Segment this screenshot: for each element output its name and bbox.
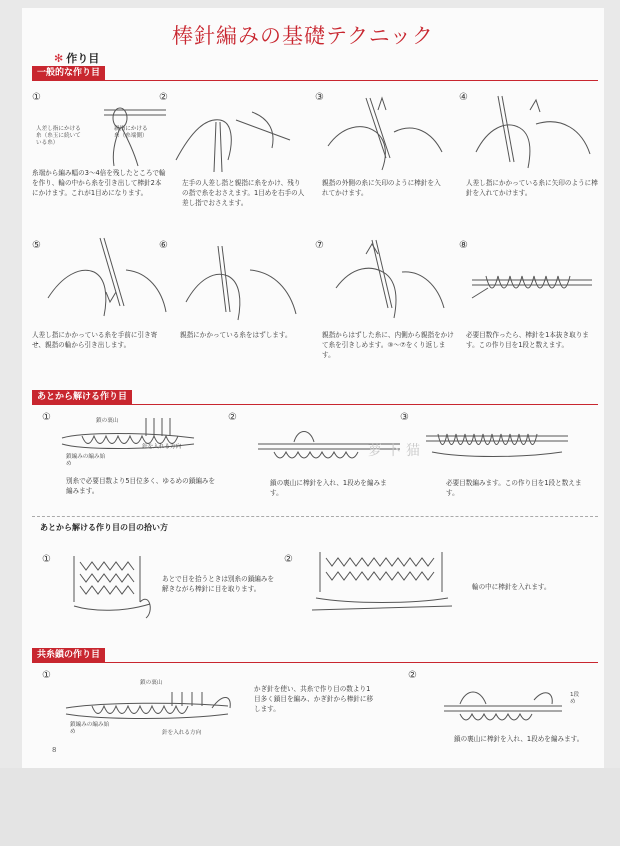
- step-text: 人差し指にかかっている糸に矢印のように棒針を入れてかけます。: [466, 179, 598, 197]
- illustration-same-yarn-1: [62, 684, 232, 724]
- section-rule: [32, 662, 598, 663]
- step-number: ③: [400, 412, 409, 423]
- step-text: 必要目数編みます。この作り目を1段と数えます。: [446, 479, 582, 497]
- label-thumb-yarn: 親指にかける糸（糸端側）: [114, 126, 148, 139]
- step-text: 別糸で必要目数より5目位多く、ゆるめの鎖編みを編みます。: [66, 477, 216, 495]
- illustration-step-8: [468, 258, 598, 308]
- watermark-text: 萝卜猫: [368, 443, 425, 459]
- step-text: 親指の外側の糸に矢印のように棒針を入れてかけます。: [322, 179, 441, 197]
- page-sheet: [22, 8, 604, 768]
- step-number: ①: [42, 670, 51, 681]
- step-text: 左手の人差し指と親指に糸をかけ、残りの指で糸をおさえます。1目めを右手の人差し指でおさえます。: [182, 179, 305, 207]
- label-insert-direction: 針を入れる方向: [162, 730, 202, 736]
- illustration-step-7: [332, 236, 448, 322]
- label-chain-start: 鎖編みの編み始め: [70, 722, 110, 735]
- asterisk-mark: ✻: [54, 52, 64, 65]
- subtitle: [54, 50, 99, 66]
- subtitle-text: 作り目: [66, 52, 100, 65]
- step-number: ⑧: [459, 240, 468, 251]
- step-text: 鎖の裏山に棒針を入れ、1段めを編みます。: [270, 479, 387, 497]
- divider: [32, 516, 598, 517]
- illustration-step-4: [470, 92, 594, 172]
- page-title: 棒針編みの基礎テクニック: [172, 24, 434, 48]
- step-text: あとで目を拾うときは別糸の鎖編みを解きながら棒針に目を取ります。: [162, 575, 275, 593]
- label-insert-direction: 針を入れる方向: [142, 444, 182, 450]
- illustration-step-6: [180, 240, 300, 322]
- step-text: 人差し指にかかっている糸を手前に引き寄せ、親指の輪から引き出します。: [32, 331, 158, 349]
- step-number: ②: [159, 92, 168, 103]
- step-number: ②: [284, 554, 293, 565]
- section-label-general: 一般的な作り目: [32, 66, 105, 80]
- step-text: 必要目数作ったら、棒針を1本抜き取ります。この作り目を1段と数えます。: [466, 331, 589, 349]
- label-chain-back: 鎖の裏山: [140, 680, 163, 686]
- step-number: ②: [228, 412, 237, 423]
- section-label-same-yarn: 共糸鎖の作り目: [32, 648, 105, 662]
- illustration-same-yarn-2: [440, 682, 566, 722]
- label-chain-start: 鎖編みの編み始め: [66, 454, 106, 467]
- step-text: かぎ針を使い、共糸で作り目の数より1目多く鎖目を編み、かぎ針から棒針に移します。: [254, 685, 374, 713]
- background-strip: [0, 768, 620, 846]
- illustration-pickup-2: [312, 548, 452, 620]
- section-rule: [32, 80, 598, 81]
- step-number: ⑥: [159, 240, 168, 251]
- label-chain-back: 鎖の裏山: [96, 418, 119, 424]
- step-number: ⑦: [315, 240, 324, 251]
- step-text: 鎖の裏山に棒針を入れ、1段めを編みます。: [454, 735, 584, 743]
- step-number: ⑤: [32, 240, 41, 251]
- step-number: ④: [459, 92, 468, 103]
- label-row-one: 1段め: [570, 692, 580, 705]
- step-text: 輪の中に棒針を入れます。: [472, 583, 551, 591]
- step-number: ①: [42, 412, 51, 423]
- pickup-heading: あとから解ける作り目の目の拾い方: [40, 523, 168, 532]
- step-number: ①: [42, 554, 51, 565]
- illustration-chain-1: [58, 412, 198, 458]
- step-text: 糸端から編み幅の3〜4倍を残したところで輪を作り、輪の中から糸を引き出して棒針2本にかけます。これが1目めになります。: [32, 169, 166, 197]
- label-index-yarn: 人差し指にかける糸（糸玉に続いている糸）: [36, 126, 81, 146]
- illustration-pickup-1: [70, 552, 154, 622]
- step-number: ③: [315, 92, 324, 103]
- illustration-step-3: [322, 92, 446, 172]
- step-text: 親指にかかっている糸をはずします。: [180, 331, 292, 339]
- illustration-chain-3: [422, 422, 572, 462]
- section-rule: [32, 404, 598, 405]
- step-number: ②: [408, 670, 417, 681]
- section-label-unravel: あとから解ける作り目: [32, 390, 132, 404]
- illustration-step-5: [44, 236, 168, 320]
- step-text: 親指からはずした糸に、内側から親指をかけて糸を引きしめます。③〜⑦をくり返します。: [322, 331, 454, 359]
- step-number: ①: [32, 92, 41, 103]
- page-number: 8: [52, 746, 57, 754]
- illustration-step-2: [172, 100, 292, 172]
